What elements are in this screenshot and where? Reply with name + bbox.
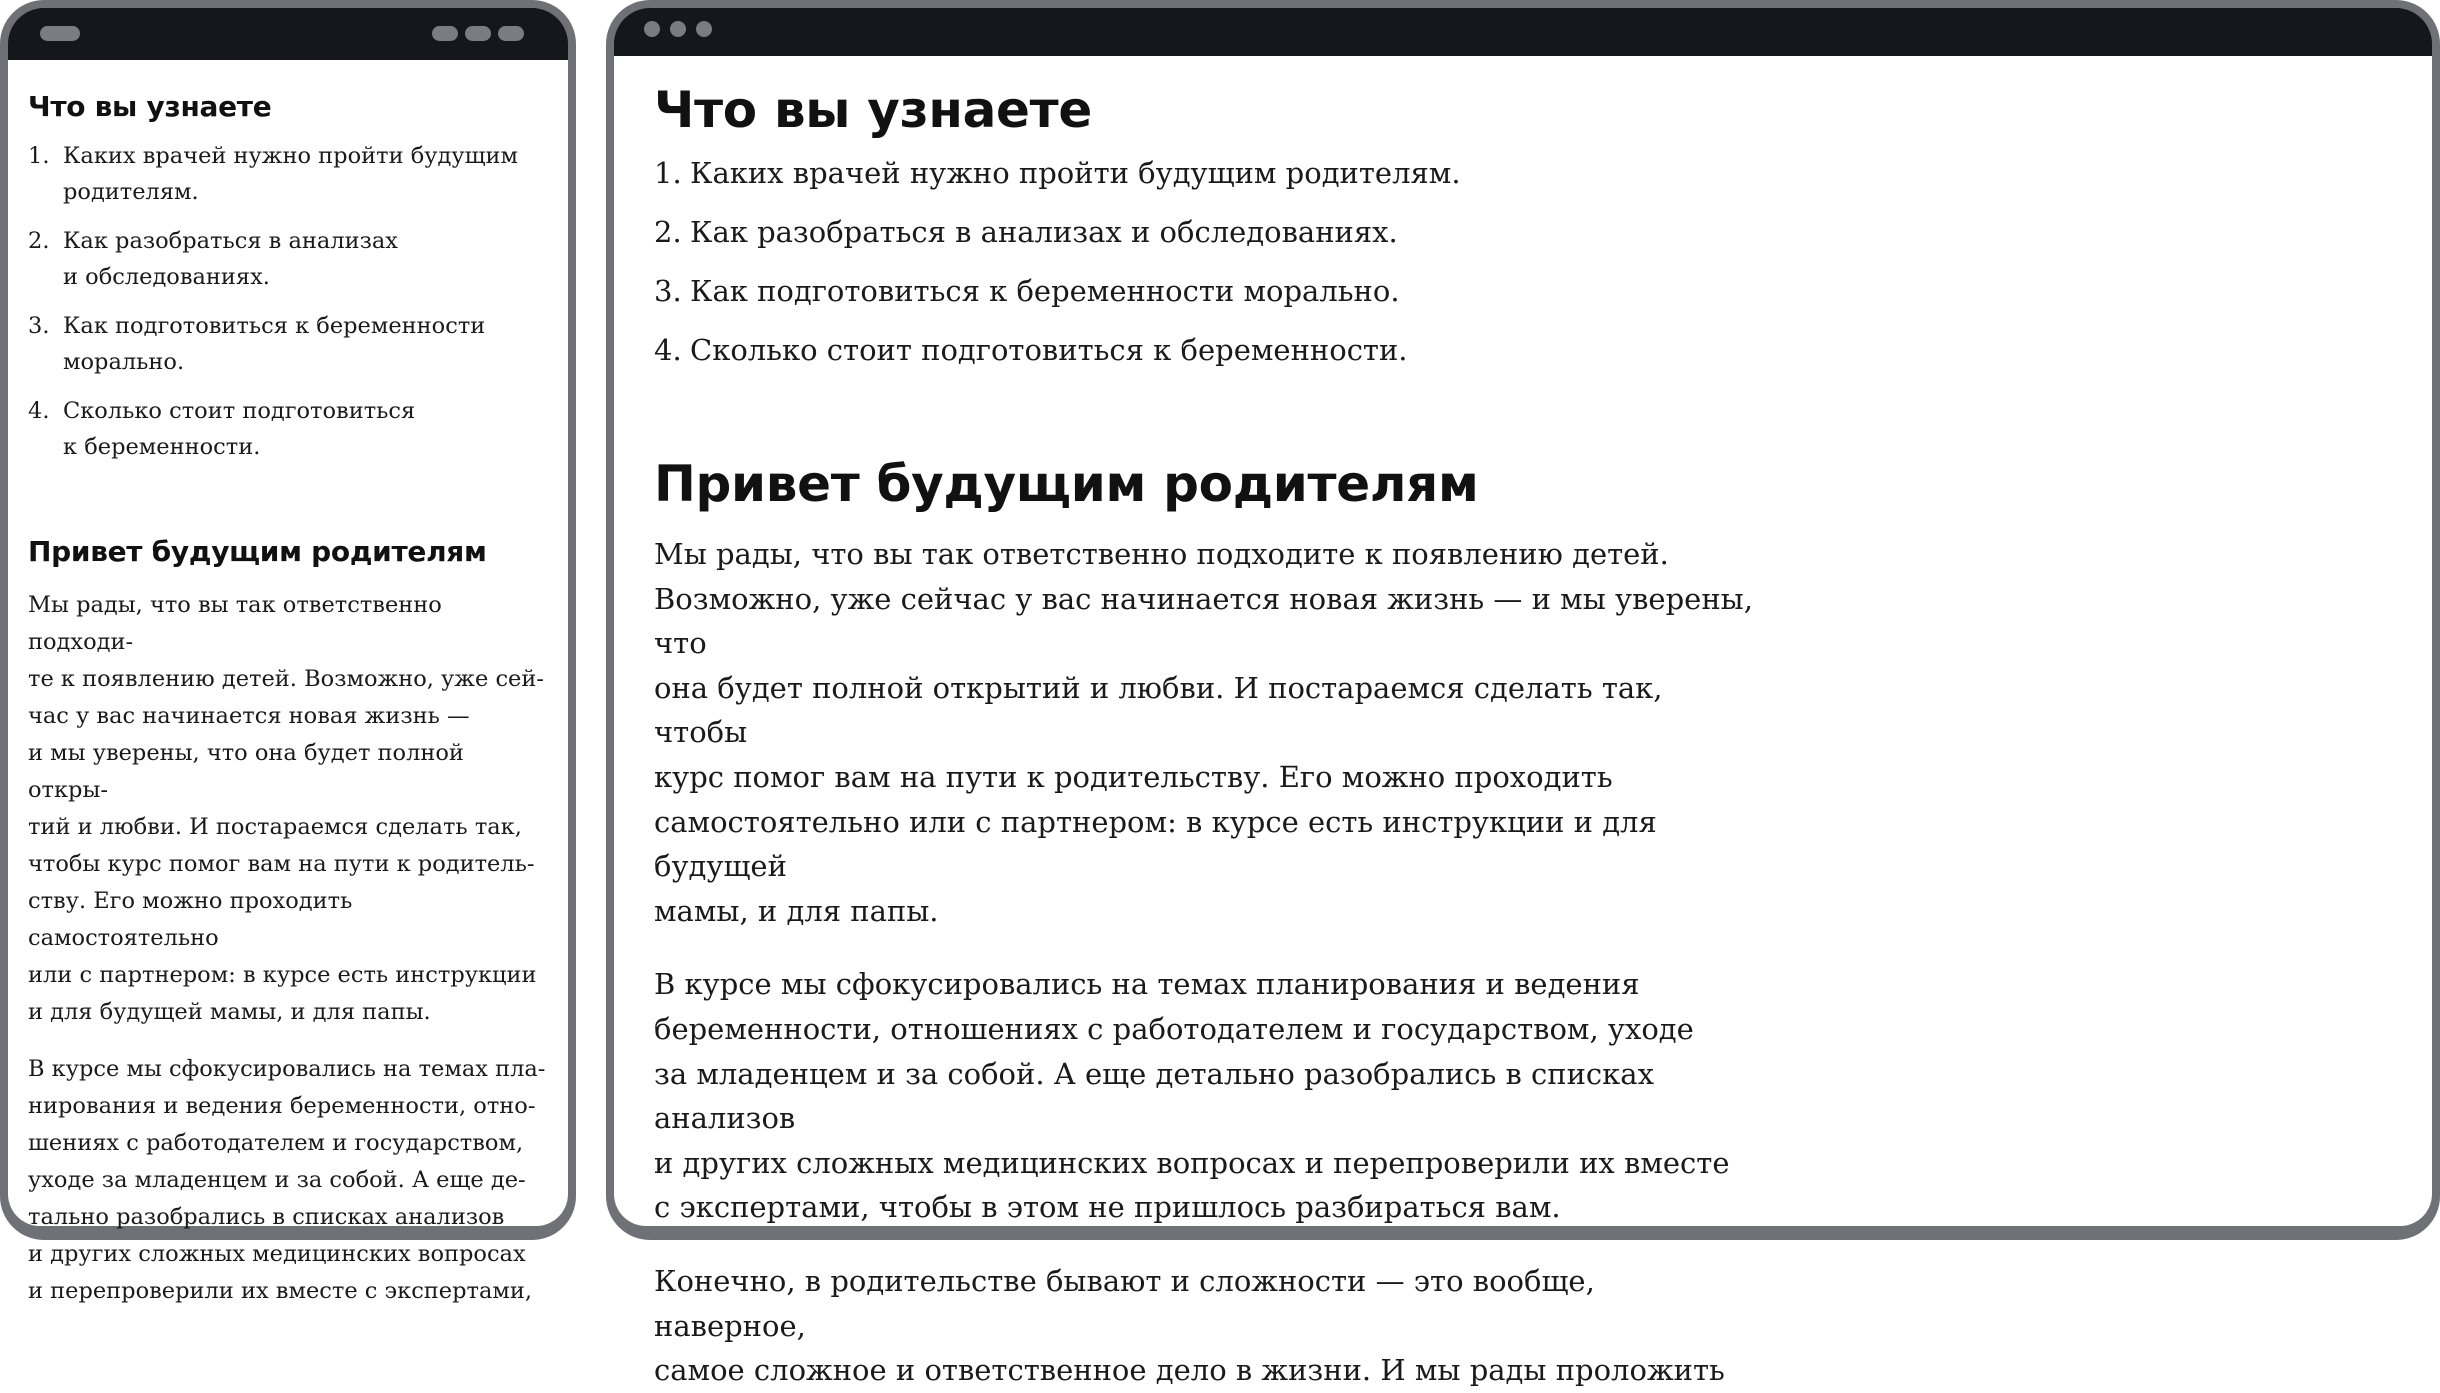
list-text: Каких врачей нужно пройти будущим родителям. [690,156,1461,190]
window-dot-icon[interactable] [644,21,660,37]
list-text: Сколько стоит подготовиться к беременности. [690,333,1408,367]
paragraph-line: тально разобрались в списках анализов [28,1204,505,1230]
paragraph-line: с экспертами, чтобы в этом не пришлось разбираться вам. [654,1190,1561,1225]
list-text-line: Сколько стоит подготовиться [63,398,416,424]
paragraph-line: и для будущей мамы, и для папы. [28,999,431,1025]
paragraph-line: ству. Его можно проходить самостоятельно [28,888,353,951]
learn-list [28,138,548,465]
learn-list [654,152,1754,372]
list-text-line: морально. [63,349,185,375]
intro-paragraph [654,532,1754,933]
paragraph-line: и других сложных медицинских вопросах [28,1241,526,1267]
learn-heading: Что вы узнаете [28,90,272,123]
list-item [654,152,1754,195]
paragraph-line: мамы, и для папы. [654,893,939,928]
status-pill-icon [432,26,458,41]
list-text-line: Как разобраться в анализах [63,228,398,254]
paragraph-line: Мы рады, что вы так ответственно подходи- [28,592,442,655]
paragraph-line: и других сложных медицинских вопросах и перепроверили их вместе [654,1145,1730,1180]
list-text-line: к беременности. [63,434,261,460]
paragraph-line: нирования и ведения беременности, отно- [28,1093,536,1119]
paragraph-line: тий и любви. И постараемся сделать так, [28,814,522,840]
paragraph-line: и мы уверены, что она будет полной откры- [28,740,464,803]
paragraph-line: Возможно, уже сейчас у вас начинается новая жизнь — и мы уверены, что [654,581,1753,661]
list-number: 4. [28,398,50,424]
list-number: 2. [28,228,50,254]
list-number: 1. [654,156,682,190]
paragraph-line: она будет полной открытий и любви. И постараемся сделать так, чтобы [654,670,1663,750]
difficulty-paragraph [654,1259,1754,1393]
status-pill-icon [498,26,524,41]
paragraph-line: самостоятельно или с партнером: в курсе есть инструкции и для будущей [654,804,1657,884]
hello-heading: Привет будущим родителям [654,455,1479,513]
paragraph-line: В курсе мы сфокусировались на темах планирования и ведения [654,967,1640,1002]
paragraph-line: за младенцем и за собой. А еще детально разобрались в списках анализов [654,1056,1654,1136]
paragraph-line: уходе за младенцем и за собой. А еще де- [28,1167,526,1193]
status-pill-icon [465,26,491,41]
learn-heading: Что вы узнаете [654,81,1092,139]
list-number: 4. [654,333,682,367]
list-number: 3. [654,274,682,308]
mobile-device-frame [0,0,576,1304]
browser-title-bar [614,8,2432,56]
list-text-line: и обследованиях. [63,264,270,290]
list-number: 1. [28,143,50,169]
mobile-screen[interactable] [8,60,568,1304]
paragraph-line: Конечно, в родительстве бывают и сложности — это вообще, наверное, [654,1263,1595,1343]
desktop-browser-frame [606,0,2440,1388]
list-text-line: Как подготовиться к беременности [63,313,486,339]
paragraph-line: чтобы курс помог вам на пути к родитель- [28,851,535,877]
window-dot-icon[interactable] [670,21,686,37]
intro-paragraph [28,587,548,1031]
list-item [654,270,1754,313]
desktop-screen[interactable] [614,56,2432,1388]
list-text: Как подготовиться к беременности морально. [690,274,1400,308]
list-item [28,308,548,380]
list-item [654,329,1754,372]
mobile-status-bar [8,8,568,60]
paragraph-line: и перепроверили их вместе с экспертами, [28,1278,533,1304]
list-text-line: родителям. [63,179,199,205]
paragraph-line: те к появлению детей. Возможно, уже сей- [28,666,544,692]
paragraph-line: час у вас начинается новая жизнь — [28,703,470,729]
list-item [28,138,548,210]
paragraph-line: или с партнером: в курсе есть инструкции [28,962,537,988]
list-number: 3. [28,313,50,339]
paragraph-line: шениях с работодателем и государством, [28,1130,524,1156]
window-dot-icon[interactable] [696,21,712,37]
list-item [28,393,548,465]
status-pill-icon [40,26,80,41]
list-text-line: Каких врачей нужно пройти будущим [63,143,519,169]
paragraph-line: Мы рады, что вы так ответственно подходите к появлению детей. [654,537,1669,571]
list-number: 2. [654,215,682,249]
list-item [654,211,1754,254]
paragraph-line: курс помог вам на пути к родительству. Его можно проходить [654,759,1613,794]
desktop-article [654,56,1754,1393]
mobile-article [28,60,548,1310]
paragraph-line: самое сложное и ответственное дело в жизни. И мы рады проложить [654,1353,1725,1388]
list-item [28,223,548,295]
focus-paragraph [28,1051,548,1310]
hello-heading: Привет будущим родителям [28,535,487,568]
focus-paragraph [654,962,1754,1230]
paragraph-line: беременности, отношениях с работодателем и государством, уходе [654,1011,1694,1046]
paragraph-line: В курсе мы сфокусировались на темах пла- [28,1056,546,1082]
list-text: Как разобраться в анализах и обследованиях. [690,215,1398,249]
